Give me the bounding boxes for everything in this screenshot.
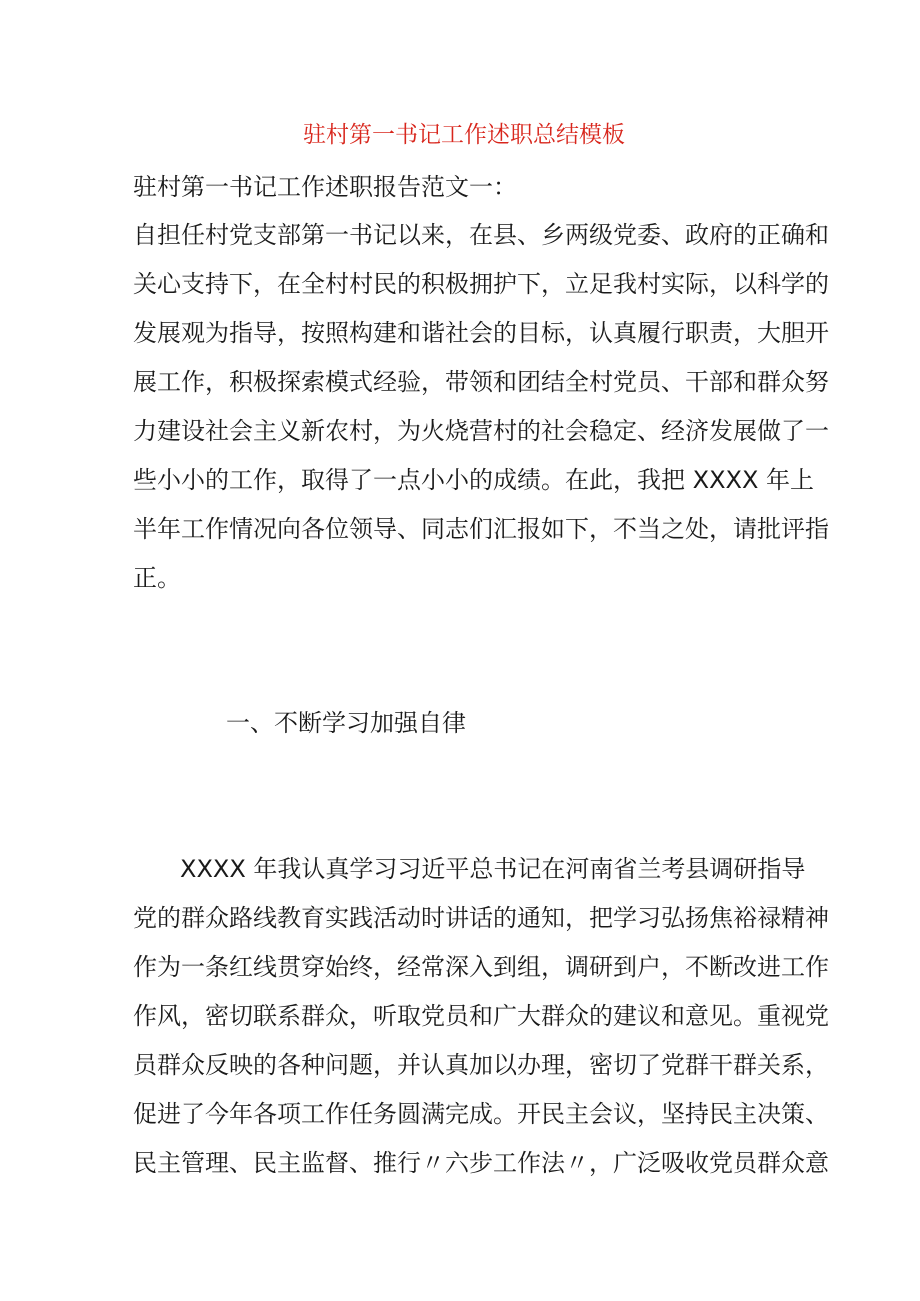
paragraph-line: 展工作，积极探索模式经验，带领和团结全村党员、干部和群众努 <box>133 368 829 396</box>
document-subtitle: 驻村第一书记工作述职报告范文一： <box>133 173 517 201</box>
paragraph-line: 正。 <box>133 564 181 592</box>
paragraph-line: 党的群众路线教育实践活动时讲话的通知，把学习弘扬焦裕禄精神 <box>133 904 829 932</box>
paragraph-line: 作风，密切联系群众，听取党员和广大群众的建议和意见。重视党 <box>133 1002 829 1030</box>
paragraph-line: 半年工作情况向各位领导、同志们汇报如下，不当之处，请批评指 <box>133 515 829 543</box>
section-heading: 一、不断学习加强自律 <box>226 709 466 737</box>
paragraph-line: 发展观为指导，按照构建和谐社会的目标，认真履行职责，大胆开 <box>133 319 829 347</box>
paragraph-line: XXXX 年我认真学习习近平总书记在河南省兰考县调研指导 <box>180 855 806 883</box>
document-title: 驻村第一书记工作述职总结模板 <box>303 122 625 148</box>
paragraph-line: 作为一条红线贯穿始终，经常深入到组，调研到户，不断改进工作 <box>133 953 829 981</box>
paragraph-section1 <box>133 852 829 1195</box>
paragraph-line: 员群众反映的各种问题，并认真加以办理，密切了党群干群关系， <box>133 1051 829 1079</box>
paragraph-line: 自担任村党支部第一书记以来，在县、乡两级党委、政府的正确和 <box>133 221 829 249</box>
paragraph-line: 促进了今年各项工作任务圆满完成。开民主会议，坚持民主决策、 <box>133 1100 829 1128</box>
paragraph-line: 力建设社会主义新农村，为火烧营村的社会稳定、经济发展做了一 <box>133 417 829 445</box>
paragraph-intro <box>133 218 829 610</box>
paragraph-line: 民主管理、民主监督、推行〃六步工作法〃，广泛吸收党员群众意 <box>133 1149 829 1177</box>
paragraph-line: 关心支持下，在全村村民的积极拥护下，立足我村实际，以科学的 <box>133 270 829 298</box>
paragraph-line: 些小小的工作，取得了一点小小的成绩。在此，我把 XXXX 年上 <box>133 466 815 494</box>
